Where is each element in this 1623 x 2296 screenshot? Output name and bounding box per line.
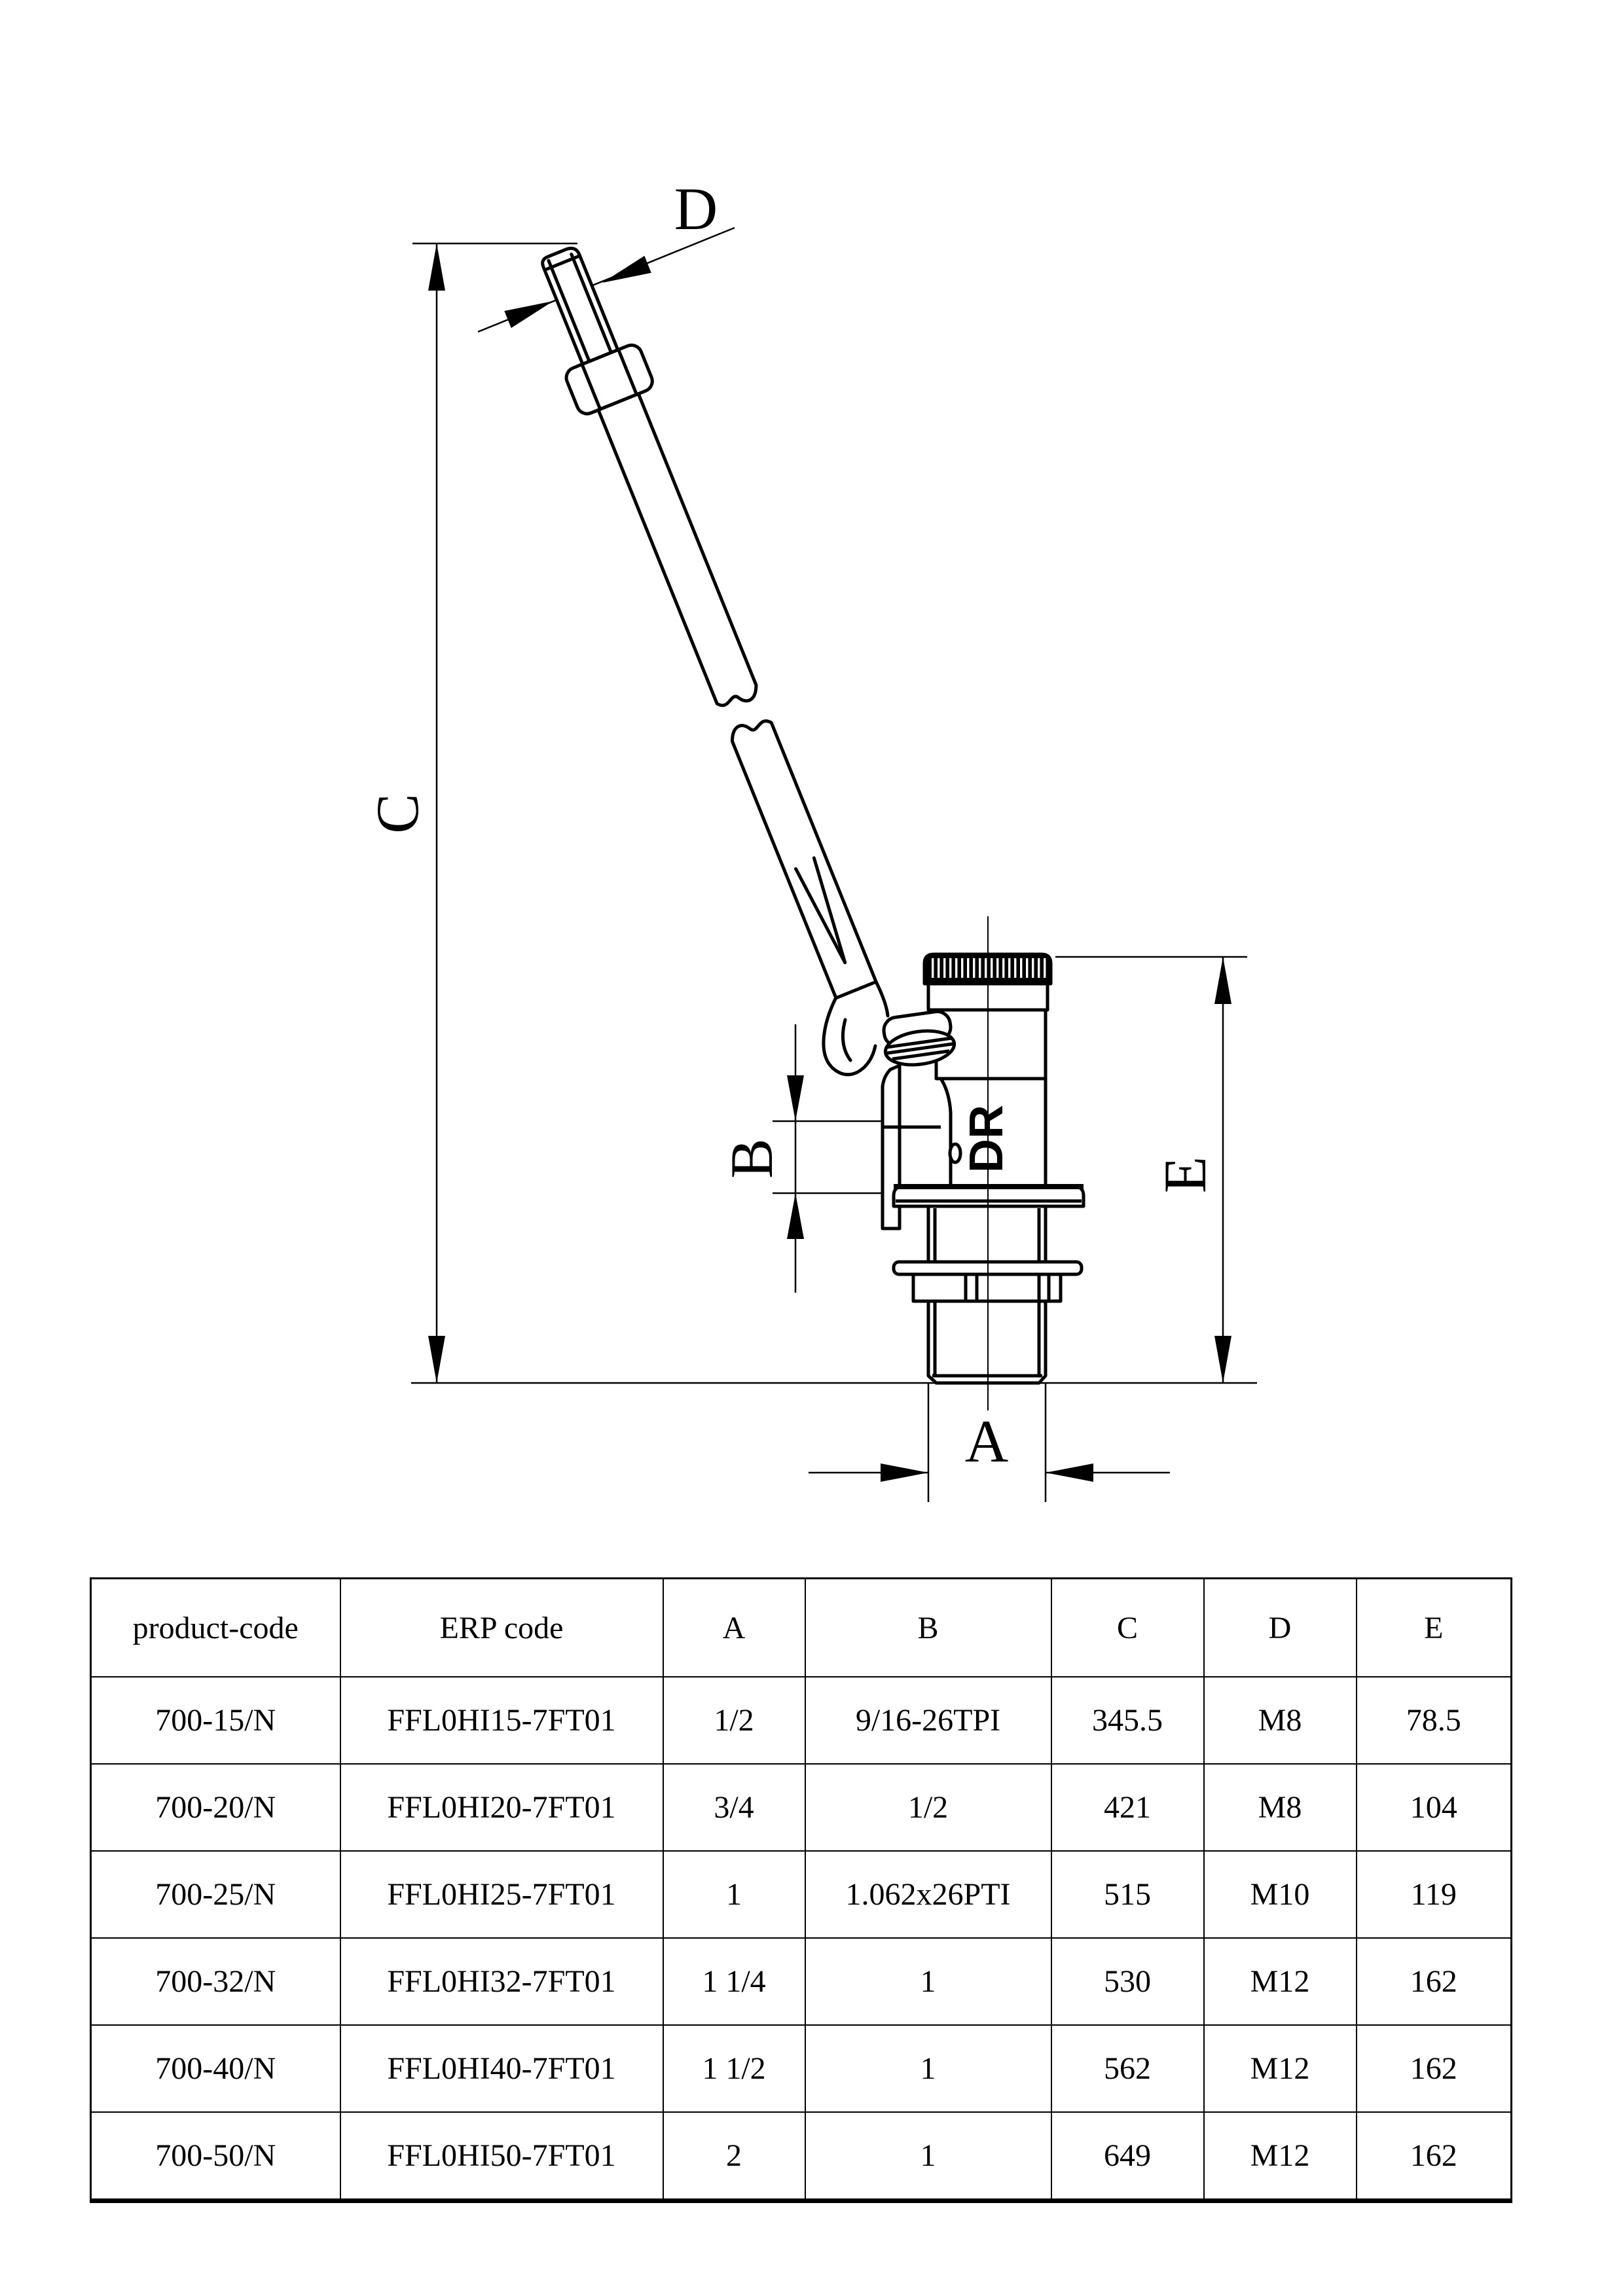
threaded-end [928,1301,1046,1383]
dim-label-b: B [718,1138,786,1179]
table-row [91,1851,1512,1938]
dim-label-d: D [674,175,718,242]
col-header-erp-code: ERP code [340,1579,663,1677]
col-header-d: D [1204,1579,1357,1677]
cell-erp-code: FFL0HI15-7FT01 [340,1677,663,1764]
dim-label-c: C [364,793,431,834]
cell-c: 649 [1051,2112,1204,2201]
cell-e: 119 [1357,1851,1512,1938]
cell-a: 3/4 [663,1764,805,1851]
lever-hook [824,982,888,1075]
cell-e: 162 [1357,2112,1512,2201]
handle-rod-upper [598,394,761,712]
cell-b: 9/16-26TPI [805,1677,1051,1764]
cell-b: 1/2 [805,1764,1051,1851]
cell-a: 1 1/2 [663,2025,805,2112]
table-row [91,1764,1512,1851]
table-row [91,1677,1512,1764]
dimension-arrows [428,243,1231,1482]
table-row [91,2025,1512,2112]
cell-d: M8 [1204,1677,1357,1764]
cell-erp-code: FFL0HI20-7FT01 [340,1764,663,1851]
cell-a: 1/2 [663,1677,805,1764]
col-header-product-code: product-code [91,1579,340,1677]
cell-b: 1 [805,1938,1051,2025]
cell-c: 562 [1051,2025,1204,2112]
cell-a: 1 [663,1851,805,1938]
table-row [91,2112,1512,2201]
col-header-b: B [805,1579,1051,1677]
cell-d: M12 [1204,1938,1357,2025]
cell-e: 162 [1357,1938,1512,2025]
cell-a: 1 1/4 [663,1938,805,2025]
cell-b: 1.062x26PTI [805,1851,1051,1938]
cell-erp-code: FFL0HI50-7FT01 [340,2112,663,2201]
cell-e: 162 [1357,2025,1512,2112]
cell-c: 515 [1051,1851,1204,1938]
lever-handle [521,238,893,1005]
handle-threaded-tip [540,245,617,364]
col-header-c: C [1051,1579,1204,1677]
cell-product-code: 700-20/N [91,1764,340,1851]
col-header-a: A [663,1579,805,1677]
col-header-e: E [1357,1579,1512,1677]
cell-c: 530 [1051,1938,1204,2025]
cell-d: M12 [1204,2112,1357,2201]
table-row [91,1938,1512,2025]
cell-product-code: 700-32/N [91,1938,340,2025]
dim-label-e: E [1152,1156,1219,1194]
cell-b: 1 [805,2112,1051,2201]
cell-d: M8 [1204,1764,1357,1851]
cell-d: M12 [1204,2025,1357,2112]
dim-label-a: A [964,1408,1009,1475]
dimension-lines [411,228,1257,1502]
spec-table-header-row [91,1579,1512,1677]
cell-product-code: 700-25/N [91,1851,340,1938]
cell-e: 78.5 [1357,1677,1512,1764]
cell-product-code: 700-15/N [91,1677,340,1764]
body-marking: DR [960,1105,1013,1173]
drain-hole [950,1144,960,1162]
cell-erp-code: FFL0HI25-7FT01 [340,1851,663,1938]
cell-product-code: 700-40/N [91,2025,340,2112]
cell-erp-code: FFL0HI32-7FT01 [340,1938,663,2025]
cell-e: 104 [1357,1764,1512,1851]
spec-table [90,1577,1512,2203]
cell-product-code: 700-50/N [91,2112,340,2201]
stub [928,1206,1046,1262]
cell-a: 2 [663,2112,805,2201]
cell-b: 1 [805,2025,1051,2112]
cell-c: 345.5 [1051,1677,1204,1764]
cell-c: 421 [1051,1764,1204,1851]
cell-d: M10 [1204,1851,1357,1938]
handle-rod-lower [728,715,876,998]
cell-erp-code: FFL0HI40-7FT01 [340,2025,663,2112]
